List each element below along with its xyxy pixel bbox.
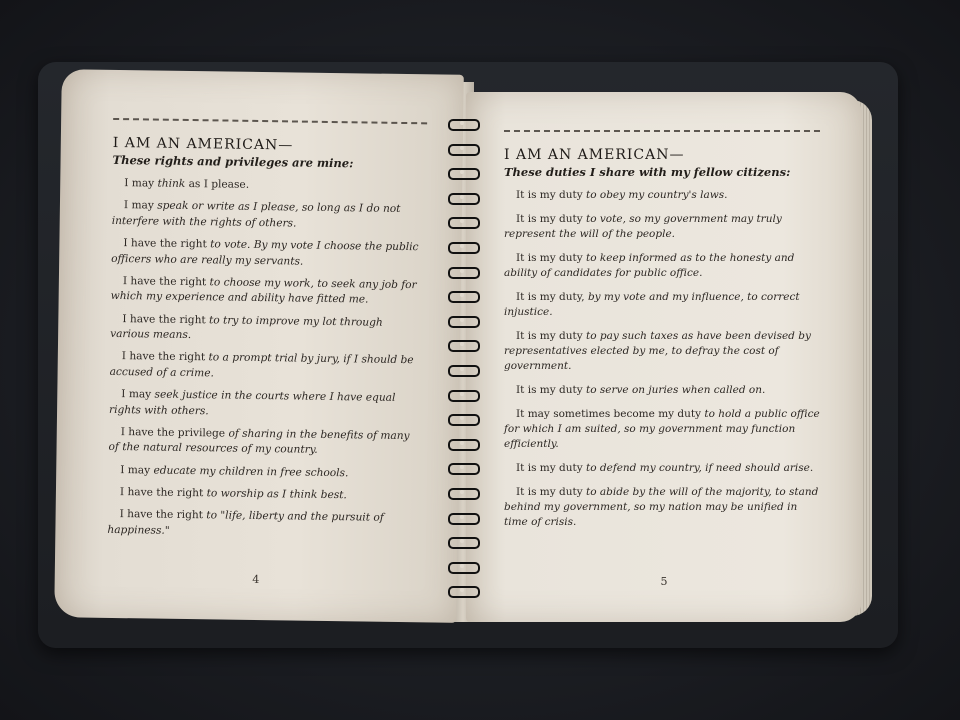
item-text: I may [120, 463, 154, 477]
coil-wire [448, 316, 480, 328]
list-item [504, 383, 820, 398]
item-text: to keep informed as to the honesty and ability of candidates for public office. [504, 252, 795, 279]
item-text: It is my duty [516, 384, 586, 396]
spiral-coil [446, 487, 480, 497]
item-text: to worship as I think best. [206, 487, 347, 502]
item-text: to hold a public office for which I am suited, so my government may function efficiently. [504, 408, 820, 450]
item-text: to defend my country, if need should arise. [586, 462, 814, 474]
item-text: to pay such taxes as have been devised by representatives elected by me, to defray the cost of government. [504, 330, 811, 372]
left-subheading: These rights and privileges are mine: [112, 152, 354, 171]
list-item [109, 387, 423, 423]
item-text: I may [123, 199, 158, 212]
item-text: I have the right [119, 485, 207, 500]
spiral-coil [446, 339, 480, 349]
spiral-coil [446, 143, 480, 153]
right-subheading: These duties I share with my fellow citizens: [504, 165, 791, 179]
punch-hole [460, 515, 464, 519]
spiral-coil [446, 216, 480, 226]
list-item [504, 251, 820, 281]
list-item [108, 463, 422, 483]
rights-list [107, 176, 426, 543]
punch-hole [460, 490, 464, 494]
dashed-rule [113, 118, 427, 124]
list-item [504, 461, 820, 476]
spiral-coil [446, 192, 480, 202]
list-item [504, 212, 820, 242]
list-item [110, 349, 424, 385]
item-text: by my vote and my influence, to correct injustice. [504, 291, 800, 318]
right-heading: I AM AN AMERICAN— [504, 147, 685, 163]
spiral-coil [446, 167, 480, 177]
list-item [111, 274, 425, 310]
list-item [110, 311, 424, 347]
coil-wire [448, 513, 480, 525]
item-text: It is my duty [516, 189, 586, 201]
item-text: It is my duty [516, 213, 586, 225]
page-number-left: 4 [252, 572, 260, 587]
punch-hole [460, 318, 464, 322]
spiral-coil [446, 438, 480, 448]
item-text: to abide by the will of the majority, to stand behind my government, so my nation may be unified in time of crisis. [504, 486, 819, 528]
left-page-content [107, 118, 427, 549]
list-item [108, 485, 422, 505]
list-item [504, 485, 820, 530]
item-text: to vote. [210, 238, 254, 251]
spiral-coil [446, 315, 480, 325]
right-page [466, 92, 862, 622]
coil-wire [448, 193, 480, 205]
item-text: It is my duty [516, 462, 586, 474]
spiral-coil [446, 389, 480, 399]
list-item [112, 176, 426, 196]
item-text: I have the right [122, 274, 210, 289]
spiral-coil [446, 118, 480, 128]
coil-wire [448, 144, 480, 156]
spiral-coil [446, 462, 480, 472]
spiral-coil [446, 241, 480, 251]
coil-wire [448, 242, 480, 254]
item-text: to obey my country's laws. [586, 189, 728, 201]
spiral-coil [446, 413, 480, 423]
item-text: to "life, liberty and the pursuit of happiness." [107, 509, 384, 537]
punch-hole [460, 121, 464, 125]
coil-wire [448, 562, 480, 574]
item-text: educate my children in free schools. [153, 464, 349, 479]
coil-wire [448, 414, 480, 426]
punch-hole [460, 244, 464, 248]
list-item [504, 407, 820, 452]
coil-wire [448, 390, 480, 402]
list-item [108, 425, 422, 461]
item-text: I have the right [122, 312, 210, 326]
item-text: to a prompt trial by jury, if I should be accused of a crime. [109, 351, 414, 380]
item-text: as I please. [188, 178, 250, 191]
punch-hole [460, 269, 464, 273]
item-text: It may sometimes become my duty [516, 408, 705, 420]
item-text: I have the right [123, 237, 211, 251]
list-item [111, 236, 425, 272]
list-item [107, 507, 421, 543]
punch-hole [460, 195, 464, 199]
item-text: It is my duty [516, 486, 586, 498]
item-text: It is my duty [516, 252, 586, 264]
coil-wire [448, 488, 480, 500]
coil-wire [448, 439, 480, 451]
item-text: speak or write as I please, so long as I do not interfere with the rights of others. [111, 199, 401, 230]
item-text: I have the right [121, 350, 209, 364]
duties-list [504, 188, 820, 530]
item-text: By my vote I choose the public officers who are really my servants. [111, 238, 419, 268]
item-text: to serve on juries when called on. [586, 384, 766, 396]
list-item [504, 290, 820, 320]
punch-hole [460, 392, 464, 396]
item-text: It is my duty, [516, 291, 588, 303]
coil-wire [448, 537, 480, 549]
page-number-right: 5 [660, 575, 668, 588]
coil-wire [448, 267, 480, 279]
item-text: It is my duty [516, 330, 586, 342]
coil-wire [448, 168, 480, 180]
spiral-coil [446, 561, 480, 571]
dashed-rule [504, 130, 820, 132]
list-item [504, 188, 820, 203]
coil-wire [448, 291, 480, 303]
item-text: I may [124, 177, 158, 190]
item-text: to vote, so my government may truly represent the will of the people. [504, 213, 782, 240]
punch-hole [460, 441, 464, 445]
item-text: I have the right [119, 508, 207, 522]
spiral-coil [446, 512, 480, 522]
item-text: to choose my work, to seek any job for which my experience and ability have fitted me. [110, 276, 417, 306]
coil-wire [448, 365, 480, 377]
spiral-coil [446, 290, 480, 300]
item-text: I may [121, 388, 155, 401]
coil-wire [448, 217, 480, 229]
punch-hole [460, 146, 464, 150]
left-heading: I AM AN AMERICAN— [112, 134, 294, 154]
coil-wire [448, 463, 480, 475]
item-text: to try to improve my lot through various means. [110, 313, 383, 342]
coil-wire [448, 119, 480, 131]
item-text: of sharing in the benefits of many of the natural resources of my country. [108, 427, 410, 457]
list-item [112, 198, 426, 234]
item-text: seek justice in the courts where I have equal rights with others. [109, 388, 396, 417]
spiral-coil [446, 364, 480, 374]
spiral-coil [446, 266, 480, 276]
coil-wire [448, 586, 480, 598]
spiral-binding [446, 118, 480, 618]
punch-hole [460, 367, 464, 371]
left-page [54, 69, 464, 623]
list-item [504, 329, 820, 374]
item-text: I have the privilege [120, 425, 229, 440]
spiral-coil [446, 536, 480, 546]
item-text: think [157, 177, 189, 191]
coil-wire [448, 340, 480, 352]
right-page-content [504, 130, 820, 539]
punch-hole [460, 564, 464, 568]
spiral-coil [446, 585, 480, 595]
